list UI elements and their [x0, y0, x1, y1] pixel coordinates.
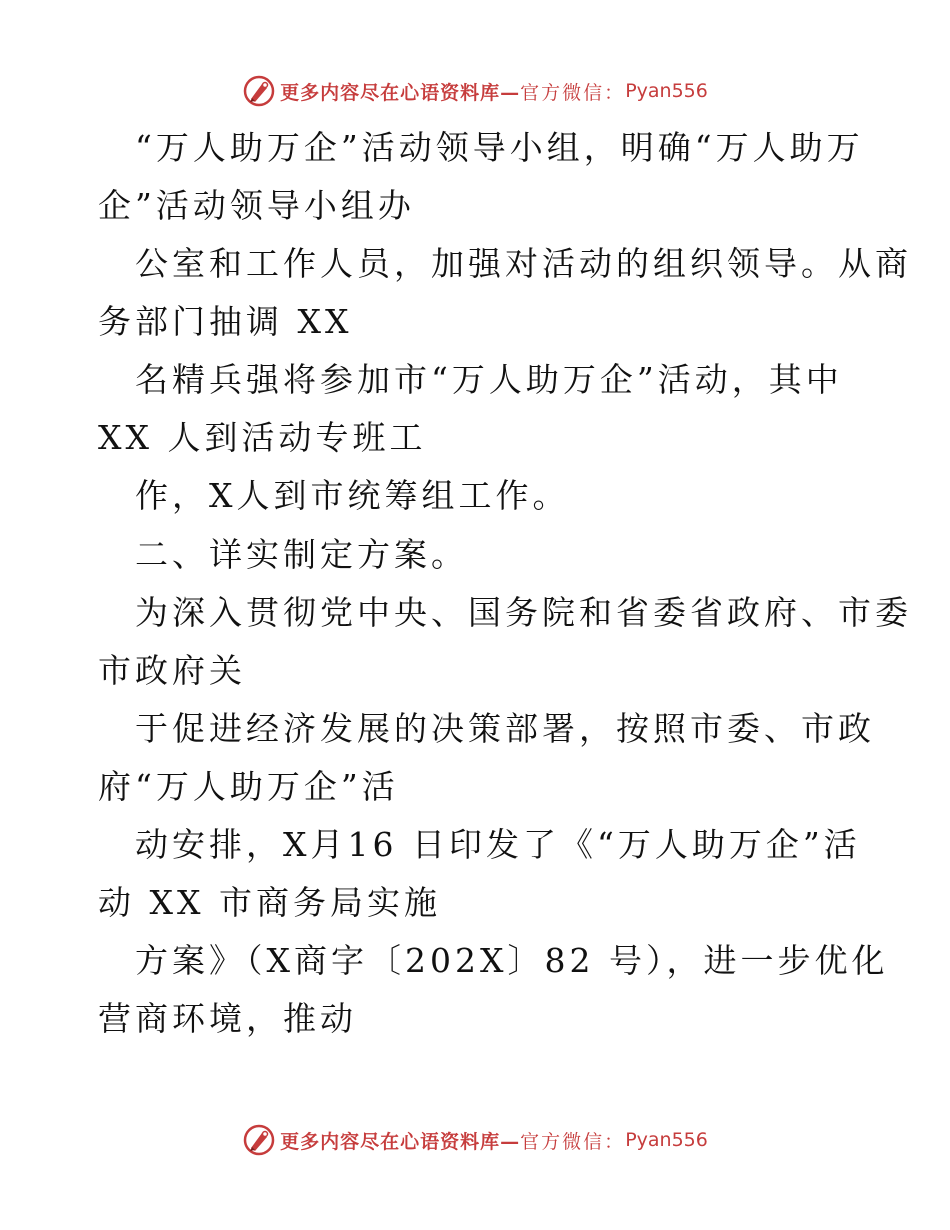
text-line: “万人助万企”活动领导小组，明确“万人助万 [135, 128, 864, 167]
banner-text: 更多内容尽在心语资料库— [280, 81, 521, 104]
text-line: 作，X人到市统筹组工作。 [135, 476, 570, 515]
text-line: 市政府关 [98, 651, 246, 690]
text-line: 为深入贯彻党中央、国务院和省委省政府、市委 [135, 593, 912, 632]
text-line: XX 人到活动专班工 [98, 418, 427, 457]
text-line: 于促进经济发展的决策部署，按照市委、市政 [135, 709, 875, 748]
text-line: 动安排，X月16 日印发了《“万人助万企”活 [135, 825, 861, 864]
pen-circle-logo-icon [242, 1123, 276, 1157]
banner-text: 更多内容尽在心语资料库— [280, 1130, 521, 1153]
header-banner [0, 71, 950, 111]
text-line: 方案》（X商字〔202X〕82 号），进一步优化 [135, 941, 889, 980]
pen-circle-logo-icon [242, 74, 276, 108]
wechat-label: 官方微信： [520, 1130, 626, 1153]
wechat-label: 官方微信： [520, 81, 626, 104]
text-line: 企”活动领导小组办 [98, 186, 415, 225]
text-line: 名精兵强将参加市“万人助万企”活动，其中 [135, 360, 843, 399]
text-line: 府“万人助万企”活 [98, 767, 399, 806]
section-heading: 二、详实制定方案。 [135, 535, 468, 574]
wechat-id: Pyan556 [625, 1129, 708, 1151]
wechat-id: Pyan556 [625, 80, 708, 102]
text-line: 营商环境，推动 [98, 999, 357, 1038]
footer-banner [0, 1120, 950, 1160]
text-line: 公室和工作人员，加强对活动的组织领导。从商 [135, 244, 912, 283]
text-line: 动 XX 市商务局实施 [98, 883, 441, 922]
text-line: 务部门抽调 XX [98, 302, 353, 341]
